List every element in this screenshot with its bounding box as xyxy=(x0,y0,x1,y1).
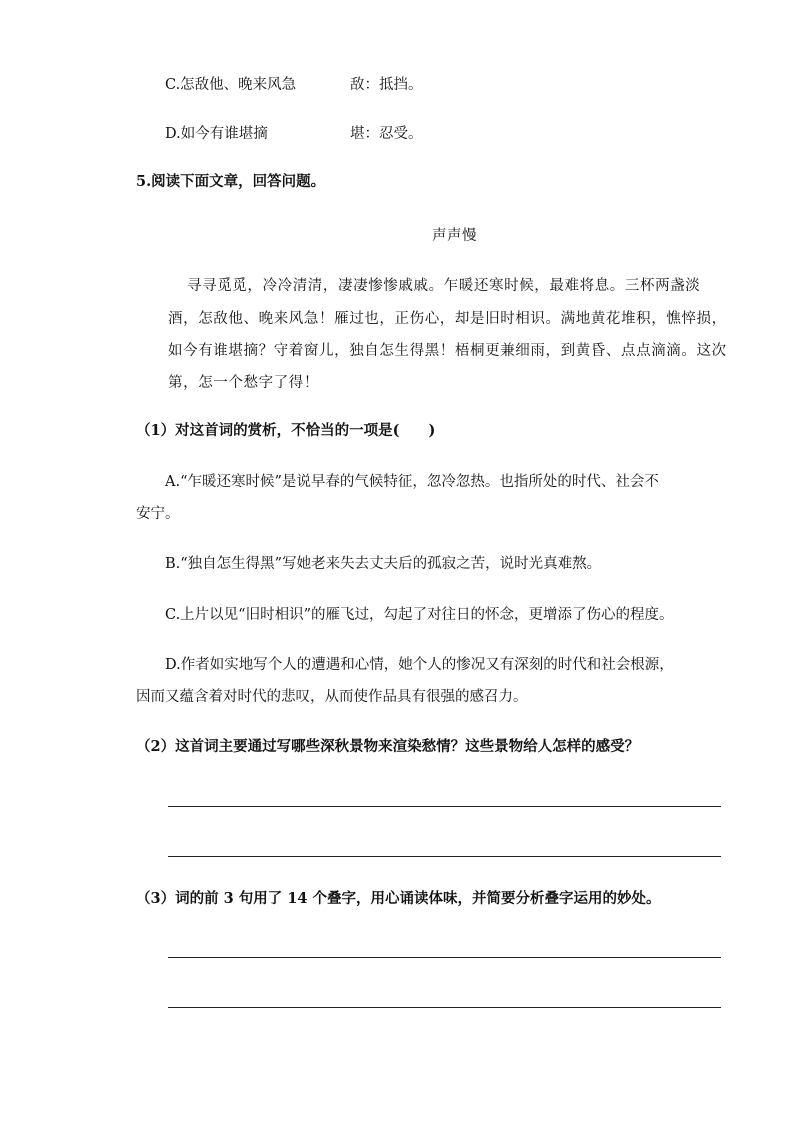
poem-line: 如今有谁堪摘？守着窗儿，独自怎生得黑！梧桐更兼细雨，到黄昏、点点滴滴。这次 xyxy=(168,343,727,359)
option-d-text: D.如今有谁堪摘 xyxy=(165,126,268,142)
poem-line: 寻寻觅觅，冷冷清清，凄凄惨惨戚戚。乍暖还寒时候，最难将息。三杯两盏淡 xyxy=(187,278,701,294)
poem-line: 第，怎一个愁字了得！ xyxy=(168,375,319,391)
option-d-gloss: 堪：忍受。 xyxy=(350,126,423,142)
sub-question-2-prompt: （2）这首词主要通过写哪些深秋景物来渲染愁情？这些景物给人怎样的感受？ xyxy=(136,738,640,755)
option-a-line: A.“乍暖还寒时候”是说早春的气候特征，忽冷忽热。也指所处的时代、社会不 xyxy=(165,474,659,490)
option-d-line: 因而又蕴含着对时代的悲叹，从而使作品具有很强的感召力。 xyxy=(136,689,528,705)
answer-line[interactable] xyxy=(168,957,721,958)
option-b: B.“独自怎生得黑”写她老来失去丈夫后的孤寂之苦，说时光真难熬。 xyxy=(165,556,602,572)
option-c-gloss: 敌：抵挡。 xyxy=(350,77,423,93)
option-c-text: C.怎敌他、晚来风急 xyxy=(165,77,297,93)
poem-line: 酒，怎敌他、晚来风急！雁过也，正伤心，却是旧时相识。满地黄花堆积，憔悴损， xyxy=(168,311,727,327)
option-d-line: D.作者如实地写个人的遭遇和心情，她个人的惨况又有深刻的时代和社会根源， xyxy=(165,657,674,673)
option-a-line: 安宁。 xyxy=(136,506,180,522)
poem-title: 声声慢 xyxy=(432,228,477,244)
answer-line[interactable] xyxy=(168,856,721,857)
answer-line[interactable] xyxy=(168,1007,721,1008)
sub-question-3-prompt: （3）词的前 3 句用了 14 个叠字，用心诵读体味，并简要分析叠字运用的妙处。 xyxy=(136,890,661,907)
sub-question-1-prompt: （1）对这首词的赏析，不恰当的一项是( ) xyxy=(136,422,436,439)
answer-line[interactable] xyxy=(168,806,721,807)
option-c: C.上片以见“旧时相识”的雁飞过，勾起了对往日的怀念，更增添了伤心的程度。 xyxy=(165,607,674,623)
question-5-heading: 5.阅读下面文章，回答问题。 xyxy=(136,173,326,190)
